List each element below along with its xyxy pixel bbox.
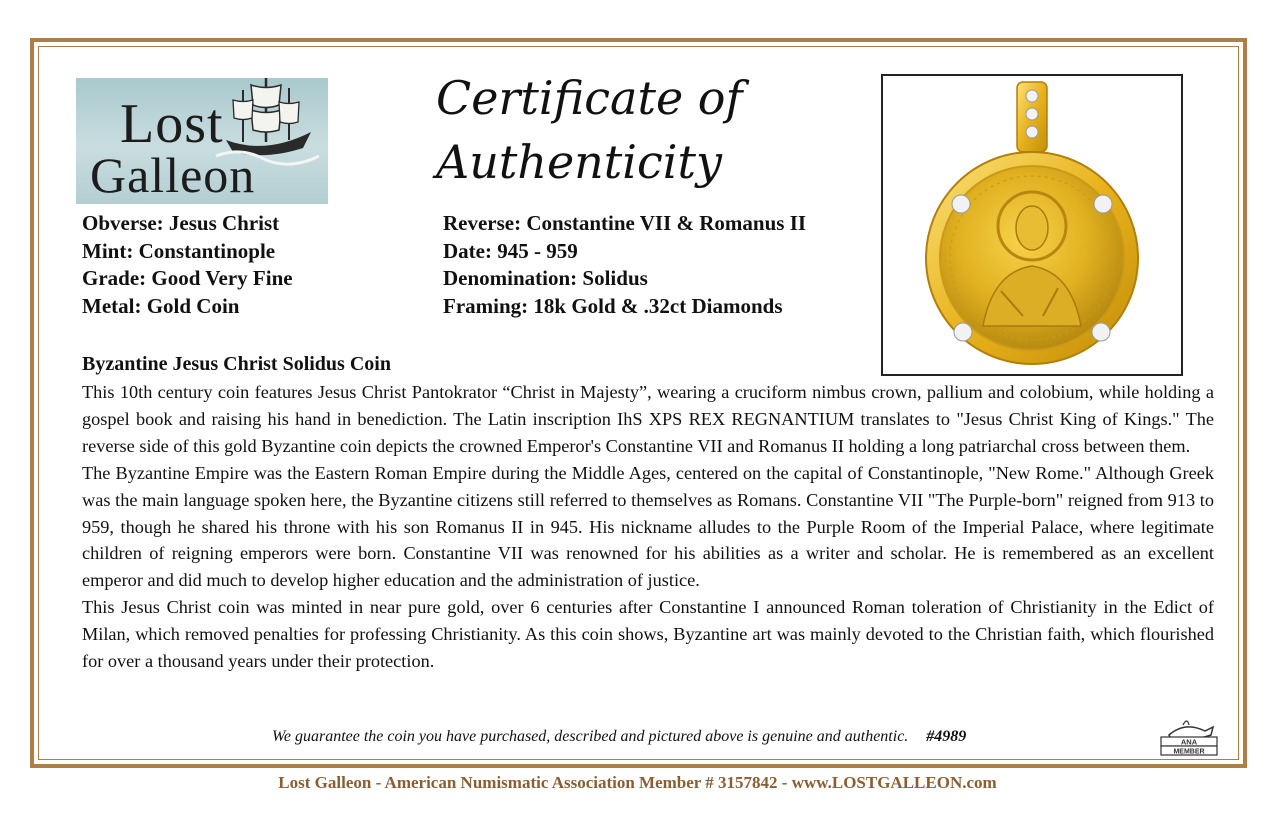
footer-membership: Lost Galleon - American Numismatic Association Member # 3157842 - www.LOSTGALLEON.com xyxy=(278,773,997,792)
certificate-title xyxy=(436,66,743,194)
description-paragraph: This 10th century coin features Jesus Christ Pantokrator “Christ in Majesty”, wearing a cruciform nimbus crown, pallium and colobium, while holding a gospel book and raising his hand in benediction. The Latin inscription IhS XPS REX REGNANTIUM translates to "Jesus Christ King of Kings." The reverse side of this gold Byzantine coin depicts the crowned Emperor's Constantine VII and Romanus II holding a long patriarchal cross between them. xyxy=(82,382,1214,456)
description-paragraph: This Jesus Christ coin was minted in near pure gold, over 6 centuries after Constantine I announced Roman toleration of Christianity in the Edict of Milan, which removed penalties for professing Christianity. As this coin shows, Byzantine art was mainly devoted to the Christian faith, which flourished for over a thousand years under their protection. xyxy=(82,597,1214,672)
gold-coin-pendant-image xyxy=(883,76,1181,374)
certificate-number: #4989 xyxy=(926,728,967,745)
guarantee-statement xyxy=(272,728,966,746)
detail-denomination: Denomination: Solidus xyxy=(443,266,648,291)
description-title: Byzantine Jesus Christ Solidus Coin xyxy=(82,353,391,375)
detail-metal: Metal: Gold Coin xyxy=(82,294,240,319)
title-line-2: Authenticity xyxy=(436,135,722,189)
detail-framing: Framing: 18k Gold & .32ct Diamonds xyxy=(443,294,783,319)
detail-obverse: Obverse: Jesus Christ xyxy=(82,211,280,235)
lost-galleon-logo xyxy=(76,78,328,204)
description-body xyxy=(82,379,1214,675)
detail-mint: Mint: Constantinople xyxy=(82,238,276,263)
logo-word-galleon: Galleon xyxy=(90,147,256,203)
detail-reverse: Reverse: Constantine VII & Romanus II xyxy=(443,211,807,235)
detail-date: Date: 945 - 959 xyxy=(443,238,578,263)
coin-photo-frame xyxy=(881,74,1183,376)
description-paragraph: The Byzantine Empire was the Eastern Roman Empire during the Middle Ages, centered on the capital of Constantinople, "New Rome." Although Greek was the main language spoken here, the Byzantine citizens still referred to themselves as Romans. Constantine VII "The Purple-born" reigned from 913 to 959, though he shared his throne with his son Romanus II in 945. His nickname alludes to the Purple Room of the Imperial Palace, where legitimate children of reigning emperors were born. Constantine VII was renowned for his abilities as a writer and scholar. He is remembered as an excellent emperor and did much to develop higher education and the administration of justice. xyxy=(82,462,1214,591)
logo-word-lost: Lost xyxy=(120,93,224,155)
ana-lamp-icon xyxy=(1155,707,1223,757)
ana-badge-bottom: MEMBER xyxy=(1173,748,1205,756)
coin-details-left xyxy=(82,210,293,321)
ana-badge-top: ANA xyxy=(1180,737,1198,747)
detail-grade: Grade: Good Very Fine xyxy=(82,266,293,291)
title-line-1: Certificate of xyxy=(436,71,743,125)
guarantee-text: We guarantee the coin you have purchased, described and pictured above is genuine and authentic. xyxy=(272,728,909,745)
coin-details-right xyxy=(443,210,806,321)
